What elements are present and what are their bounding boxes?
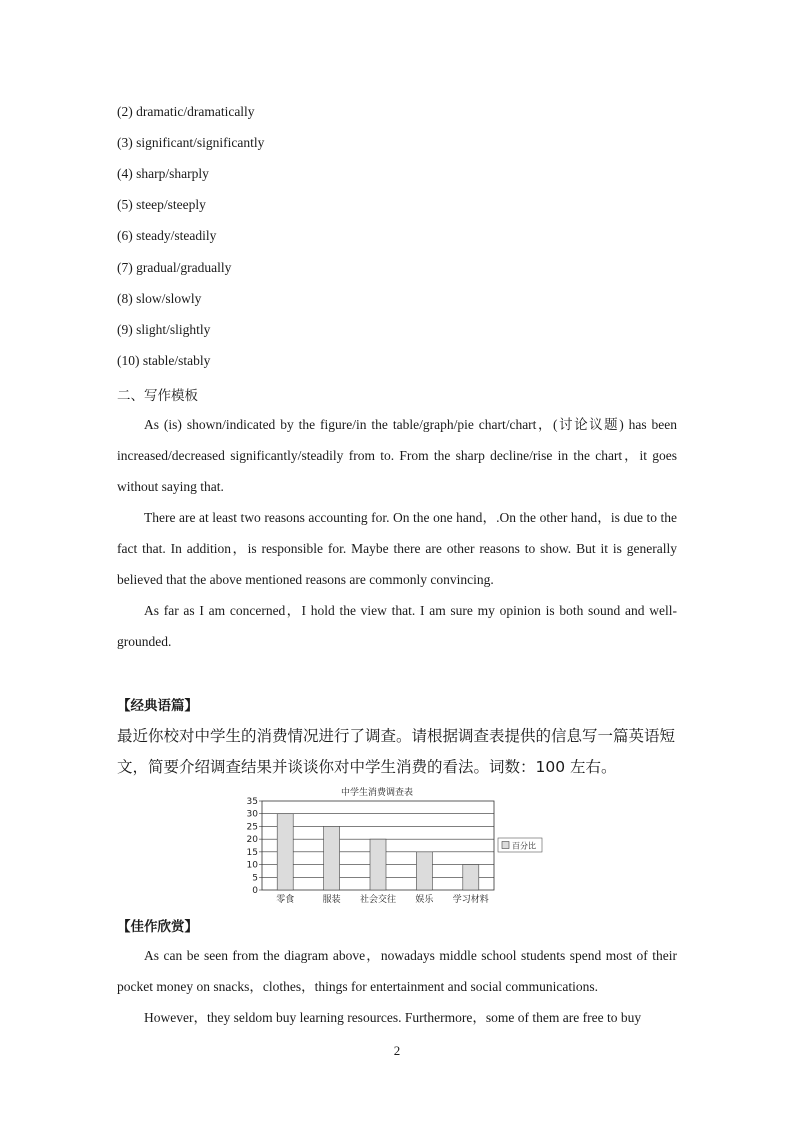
y-tick-label: 15 <box>246 847 258 858</box>
vocab-item: (8) slow/slowly <box>117 291 202 306</box>
appreciation-paragraph: As can be seen from the diagram above，nowadays middle school students spend most of their pocket money on snacks，clothes，things for entertainment and social communications. <box>117 948 677 994</box>
y-tick-label: 35 <box>246 797 258 807</box>
bar <box>324 826 340 890</box>
page-number: 2 <box>393 1043 401 1058</box>
legend-swatch <box>502 842 509 849</box>
vocab-item: (6) steady/steadily <box>117 228 217 243</box>
vocab-item: (3) significant/significantly <box>117 135 265 150</box>
y-tick-label: 5 <box>252 873 258 884</box>
legend-label: 百分比 <box>512 841 536 851</box>
vocab-item: (9) slight/slightly <box>117 322 211 337</box>
appreciation-section-title: 【佳作欣赏】 <box>117 919 198 935</box>
template-paragraph: As (is) shown/indicated by the figure/in the table/graph/pie chart/chart，(讨论议题) has been increased/decreased significantly/steadily from to. From the sharp decline/rise in the chart，it goes without saying that. <box>117 417 677 494</box>
y-tick-label: 0 <box>252 886 258 896</box>
vocab-item: (2) dramatic/dramatically <box>117 104 255 119</box>
y-tick-label: 10 <box>246 860 258 871</box>
y-tick-label: 30 <box>246 809 258 820</box>
y-tick-label: 20 <box>246 835 258 846</box>
vocab-item: (4) sharp/sharply <box>117 166 209 181</box>
template-paragraph: As far as I am concerned，I hold the view that. I am sure my opinion is both sound and well-grounded. <box>117 603 677 649</box>
template-section-title: 二、写作模板 <box>117 388 198 404</box>
x-category-label: 零食 <box>276 895 295 905</box>
x-category-label: 学习材料 <box>452 895 489 905</box>
vocab-item: (10) stable/stably <box>117 353 211 368</box>
vocab-item: (7) gradual/gradually <box>117 260 232 275</box>
classic-section-prompt: 最近你校对中学生的消费情况进行了调查。请根据调查表提供的信息写一篇英语短文，简要介绍调查结果并谈谈你对中学生消费的看法。词数：100 左右。 <box>117 727 676 776</box>
bar <box>277 814 293 890</box>
x-category-label: 服装 <box>322 895 341 905</box>
y-tick-label: 25 <box>246 822 258 833</box>
x-category-label: 娱乐 <box>415 895 434 905</box>
chart-title: 中学生消费调查表 <box>340 788 414 798</box>
bar <box>463 865 479 890</box>
bar <box>416 852 432 890</box>
appreciation-paragraph: However，they seldom buy learning resources. Furthermore，some of them are free to buy <box>144 1010 642 1025</box>
bar <box>370 839 386 890</box>
classic-section-title: 【经典语篇】 <box>117 698 198 714</box>
template-paragraph: There are at least two reasons accounting for. On the one hand，.On the other hand，is due to the fact that. In addition，is responsible for. Maybe there are other reasons to show. But it is generally believed that the above mentioned reasons are commonly convincing. <box>117 510 677 587</box>
consumption-bar-chart <box>232 785 562 905</box>
vocab-item: (5) steep/steeply <box>117 197 206 212</box>
x-category-label: 社会交往 <box>359 895 397 905</box>
